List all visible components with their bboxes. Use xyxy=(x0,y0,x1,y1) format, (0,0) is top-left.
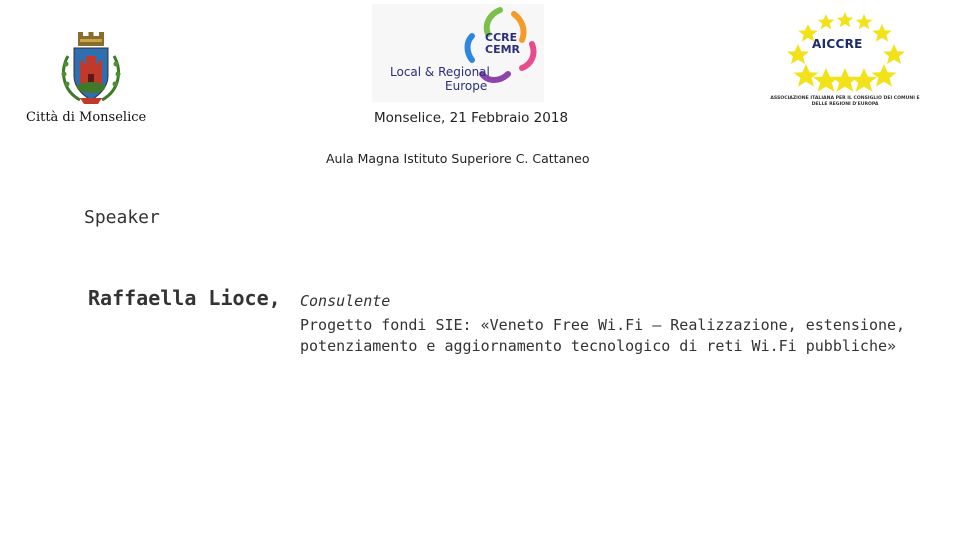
cemr-label: CEMR xyxy=(485,43,521,56)
event-venue: Aula Magna Istituto Superiore C. Cattaneo xyxy=(326,151,590,166)
aiccre-name: AICCRE xyxy=(812,37,863,51)
europe-label: Europe xyxy=(445,79,488,93)
city-logo xyxy=(26,30,156,130)
speaker-label: Speaker xyxy=(84,207,160,228)
event-date: Monselice, 21 Febbraio 2018 xyxy=(374,110,569,126)
ccre-label: CCRE xyxy=(485,31,518,44)
aiccre-subtitle: ASSOCIAZIONE ITALIANA PER IL CONSIGLIO DEI COMUNI E DELLE REGIONI D'EUROPA xyxy=(770,96,920,107)
ccre-cemr-logo xyxy=(372,4,544,102)
speaker-role: Consulente xyxy=(300,292,391,310)
eu-stars-ring-icon xyxy=(770,8,920,98)
speaker-name: Raffaella Lioce, xyxy=(88,286,281,310)
city-name-label: Città di Monselice xyxy=(26,110,147,125)
project-description: Progetto fondi SIE: «Veneto Free Wi.Fi – Realizzazione, estensione, potenziamento e aggiornamento tecnologico di reti Wi.Fi pubbliche» xyxy=(300,316,906,355)
local-regional-label: Local & Regional xyxy=(390,65,490,79)
aiccre-logo xyxy=(770,8,920,116)
city-coat-of-arms-icon xyxy=(58,30,124,108)
